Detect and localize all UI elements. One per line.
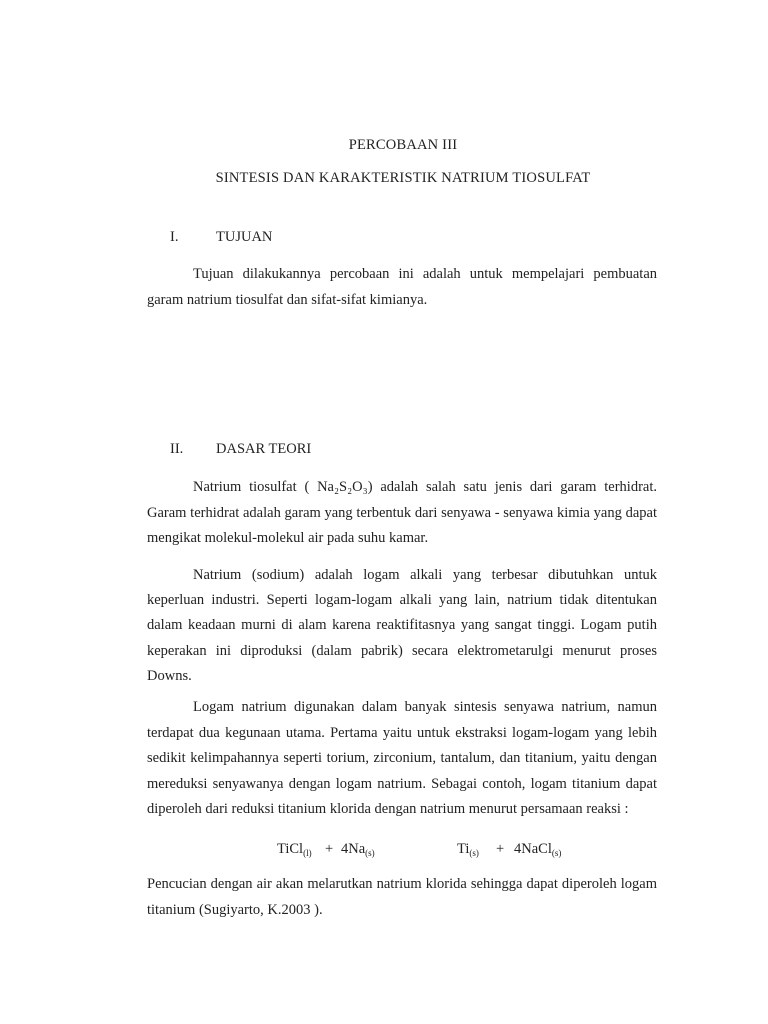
experiment-title: SINTESIS DAN KARAKTERISTIK NATRIUM TIOSULFAT (215, 170, 591, 186)
tujuan-paragraph: Tujuan dilakukannya percobaan ini adalah untuk mempelajari pembuatan garam natrium tiosulfat dan sifat-sifat kimianya. (147, 266, 657, 308)
experiment-number-title: PERCOBAAN III (348, 137, 458, 153)
paragraph-natrium-tiosulfat (147, 475, 657, 552)
section-number: II. (170, 441, 184, 457)
product-2: 4NaCl$_{(s)}$ (514, 841, 562, 858)
reactant-2: $4Na_{(s)}$ (341, 841, 375, 858)
section-number: I. (170, 229, 179, 245)
plus-sign: + (325, 841, 334, 857)
section-title: TUJUAN (216, 229, 273, 245)
paragraph-natrium-sodium: Natrium (sodium) adalah logam alkali yang terbesar dibutuhkan untuk keperluan industri. Seperti logam-logam alkali yang lain, natrium tidak ditentukan dalam keadaan murni di alam karena reaktifitasnya yang sangat tinggi. Logam putih keperakan ini diproduksi (dalam pabrik) secara elektrometarulgi menurut proses Downs. (147, 567, 657, 684)
paragraph-pencucian: Pencucian dengan air akan melarutkan natrium klorida sehingga dapat diperoleh logam titanium (Sugiyarto, K.2003 ). (147, 876, 657, 918)
paragraph-logam-natrium: Logam natrium digunakan dalam banyak sintesis senyawa natrium, namun terdapat dua kegunaan utama. Pertama yaitu untuk ekstraksi logam-logam yang lebih sedikit kelimpahannya seperti torium, zirconium, tantalum, dan titanium, yaitu dengan mereduksi senyawanya dengan logam natrium. Sebagai contoh, logam titanium dapat diperoleh dari reduksi titanium klorida dengan natrium menurut persamaan reaksi : (147, 699, 657, 817)
plus-sign: + (496, 841, 505, 857)
chemical-formula: Na₂S₂O₃ (317, 479, 368, 495)
reactant-1: TiCl$_{(l)}$ (277, 841, 312, 858)
section-heading-dasar-teori (170, 441, 311, 458)
section-heading-tujuan (170, 229, 272, 246)
section-title: DASAR TEORI (216, 441, 312, 457)
product-1: $Ti_{(s)}$ (457, 841, 479, 858)
paragraph-text: ) adalah salah satu jenis dari garam terhidrat. Garam terhidrat adalah garam yang terbentuk dari senyawa - senyawa kimia yang dapat mengikat molekul-molekul air pada suhu kamar. (147, 479, 657, 546)
reaction-equation (0, 841, 768, 863)
paragraph-text: Natrium tiosulfat ( (193, 479, 318, 495)
